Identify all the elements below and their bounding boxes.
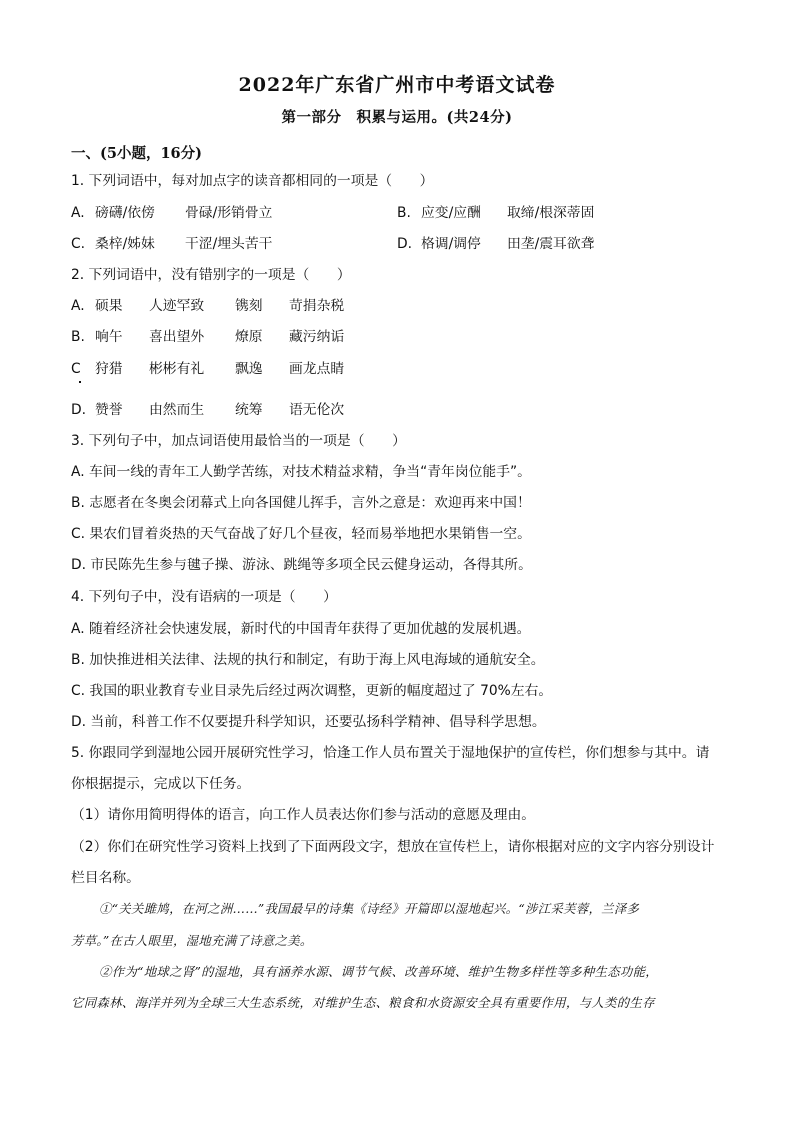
option-label: B. (71, 329, 85, 345)
option-word: 统筹 (235, 402, 263, 418)
page-title: 2022年广东省广州市中考语文试卷 (238, 74, 556, 96)
q2-option-b (71, 328, 344, 346)
option-word: 赞誉 (95, 402, 123, 418)
stray-dot (79, 381, 81, 383)
q5-task-2-line: （2）你们在研究性学习资料上找到了下面两段文字，想放在宣传栏上，请你根据对应的文字内容分别设计 (71, 839, 715, 855)
q3-option-a: A. 车间一线的青年工人勤学苦练，对技术精益求精，争当“青年岗位能手”。 (71, 464, 531, 480)
q5-task-1: （1）请你用简明得体的语言，向工作人员表达你们参与活动的意愿及理由。 (71, 807, 536, 823)
option-word: 取缔/根深蒂固 (507, 205, 595, 221)
option-word: 磅礴/依傍 (95, 205, 155, 221)
q5-stem-line: 你根据提示，完成以下任务。 (71, 776, 251, 792)
option-label: D. (71, 402, 87, 418)
option-word: 彬彬有礼 (149, 361, 205, 377)
passage-2-line: 它同森林、海洋并列为全球三大生态系统，对维护生态、粮食和水资源安全具有重要作用，与人类的生存 (71, 995, 655, 1010)
passage-1-line: ①“关关雎鸠，在河之洲……”我国最早的诗集《诗经》开篇即以湿地起兴。“涉江采芙蓉，兰泽多 (99, 901, 640, 916)
q1-option-a (71, 204, 272, 222)
option-word: 苛捐杂税 (289, 298, 345, 314)
q4-option-a: A. 随着经济社会快速发展，新时代的中国青年获得了更加优越的发展机遇。 (71, 621, 531, 637)
option-word: 田垄/震耳欲聋 (507, 236, 595, 252)
option-word: 由然而生 (149, 402, 205, 418)
q5-task-2-line: 栏目名称。 (71, 870, 140, 886)
q3-option-b: B. 志愿者在冬奥会闭幕式上向各国健儿挥手，言外之意是：欢迎再来中国！ (71, 495, 531, 511)
option-word: 飘逸 (235, 361, 263, 377)
q1-stem: 1. 下列词语中，每对加点字的读音都相同的一项是（ ） (71, 173, 434, 189)
option-word: 画龙点睛 (289, 361, 345, 377)
option-label: C. (71, 236, 86, 252)
q4-stem: 4. 下列句子中，没有语病的一项是（ ） (71, 589, 337, 605)
q2-stem: 2. 下列词语中，没有错别字的一项是（ ） (71, 267, 351, 283)
option-label: A. (71, 205, 85, 221)
option-word: 桑梓/姊妹 (95, 236, 155, 252)
passage-1-line: 芳草。”在古人眼里，湿地充满了诗意之美。 (71, 933, 313, 948)
q4-option-d: D. 当前，科普工作不仅要提升科学知识，还要弘扬科学精神、倡导科学思想。 (71, 714, 546, 730)
option-word: 硕果 (95, 298, 123, 314)
q4-option-b: B. 加快推进相关法律、法规的执行和制定，有助于海上风电海域的通航安全。 (71, 652, 545, 668)
passage-2-line: ②作为“地球之肾”的湿地，具有涵养水源、调节气候、改善环境、维护生物多样性等多种生态功能， (99, 964, 658, 979)
q3-option-d: D. 市民陈先生参与毽子操、游泳、跳绳等多项全民云健身运动，各得其所。 (71, 557, 532, 573)
option-word: 格调/调停 (421, 236, 481, 252)
q5-stem-line: 5. 你跟同学到湿地公园开展研究性学习，恰逢工作人员布置关于湿地保护的宣传栏，你们想参与其中。请 (71, 745, 710, 761)
option-label: B. (397, 205, 411, 221)
q3-option-c: C. 果农们冒着炎热的天气奋战了好几个昼夜，轻而易举地把水果销售一空。 (71, 526, 531, 542)
option-word: 干涩/埋头苦干 (185, 236, 273, 252)
q1-option-c (71, 235, 272, 253)
part-heading: 第一部分 积累与运用。(共24分) (281, 109, 513, 126)
q1-option-b (397, 204, 594, 222)
q2-option-d (71, 401, 344, 419)
option-word: 骨碌/形销骨立 (185, 205, 273, 221)
option-label: C (71, 361, 81, 377)
option-label: A. (71, 298, 85, 314)
option-word: 喜出望外 (149, 329, 205, 345)
option-label: D. (397, 236, 413, 252)
q3-stem: 3. 下列句子中，加点词语使用最恰当的一项是（ ） (71, 433, 406, 449)
option-word: 燎原 (235, 329, 263, 345)
option-word: 藏污纳诟 (289, 329, 345, 345)
option-word: 狩猎 (95, 361, 123, 377)
q1-option-d (397, 235, 594, 253)
q4-option-c: C. 我国的职业教育专业目录先后经过两次调整，更新的幅度超过了 70%左右。 (71, 683, 553, 699)
q2-option-a (71, 297, 344, 315)
option-word: 镌刻 (235, 298, 263, 314)
option-word: 人迹罕致 (149, 298, 205, 314)
section-heading: 一、(5小题，16分) (71, 145, 202, 162)
option-word: 响午 (95, 329, 123, 345)
option-word: 应变/应酬 (421, 205, 481, 221)
option-word: 语无伦次 (289, 402, 345, 418)
q2-option-c (71, 360, 344, 378)
